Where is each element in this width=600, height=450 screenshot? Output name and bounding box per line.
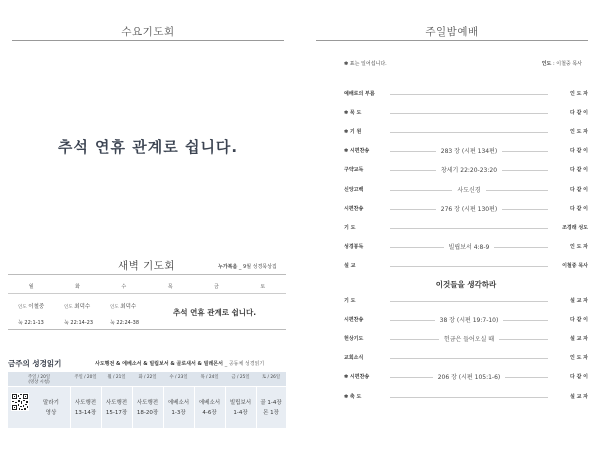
header-line: (영상 시청) — [28, 380, 50, 385]
service-item-leader: 인 도 자 — [570, 243, 588, 250]
service-item — [344, 392, 588, 402]
leader-label: 인도 — [541, 61, 552, 67]
divider — [8, 329, 286, 330]
service-item-name: 구약교독 — [344, 167, 364, 174]
service-item-leader: 다 같 이 — [570, 317, 588, 324]
service-item — [344, 372, 588, 382]
body-line: 1-3장 — [171, 410, 186, 416]
service-item — [344, 127, 588, 137]
service-item-name: 기 도 — [344, 224, 356, 231]
service-item-content-wrap — [390, 372, 548, 381]
service-item-content-wrap — [390, 334, 548, 343]
dotted-leader — [390, 132, 548, 133]
reading-column — [256, 372, 286, 428]
service-item-content: 283 장 (시편 134편) — [436, 148, 503, 155]
column-header: 수 / 23일 — [163, 372, 194, 387]
header-line: 주일 / 20일 — [27, 375, 51, 380]
dotted-leader — [390, 397, 548, 398]
service-item-content-wrap — [390, 315, 548, 324]
column-header: 월 / 21일 — [101, 372, 132, 387]
service-item-content: 빌립보서 4:8-9 — [444, 244, 495, 251]
dawn-book — [218, 263, 277, 270]
dawn-entry — [64, 302, 93, 326]
standing-note: ✽ 표는 일어섭니다. — [344, 61, 387, 67]
column-header: 주일 / 20일 — [70, 372, 101, 387]
service-item-name: 기 도 — [344, 298, 356, 304]
service-item-content-wrap — [390, 204, 548, 213]
body-line: 18-20장 — [136, 410, 159, 416]
body-line: 13-14장 — [74, 410, 97, 416]
service-item-leader: 다 같 이 — [570, 205, 588, 212]
right-panel — [304, 0, 600, 450]
dawn-prayer-title: 새벽 기도회 — [118, 260, 176, 272]
body-line: 사도행전 — [74, 400, 97, 406]
service-item — [344, 261, 588, 271]
body-line: 골 1-4장 — [260, 400, 282, 406]
column-header — [8, 372, 70, 387]
dawn-notice: 추석 연휴 관계로 쉽니다. — [173, 308, 257, 317]
service-item-name: ✽ 축 도 — [344, 393, 362, 400]
service-item — [344, 296, 588, 306]
service-item-leader: 설 교 자 — [570, 298, 588, 304]
dawn-book-suffix: _ 9월 성경묵상집 — [238, 264, 277, 270]
service-item — [344, 165, 588, 175]
body-line: 에베소서 — [167, 400, 190, 406]
leader-name: 최덕수 — [120, 304, 137, 310]
service-item-name: 신앙고백 — [344, 186, 364, 193]
sermon-title: 이것들을 생각하라 — [435, 280, 497, 289]
reading-column — [101, 372, 132, 428]
service-item-content-wrap — [390, 146, 548, 155]
service-item-leader: 이철중 목사 — [562, 262, 588, 269]
left-panel — [0, 0, 296, 450]
bible-subtitle-suffix: _ 공동체 성경읽기 — [224, 361, 265, 367]
dotted-leader — [390, 228, 548, 229]
service-item — [344, 146, 588, 156]
column-header: 화 / 22일 — [132, 372, 163, 387]
divider — [8, 274, 286, 275]
service-item-leader: 설 교 자 — [570, 393, 588, 400]
service-item-content: 38 장 (시편 19:7-10) — [435, 317, 504, 324]
qr-code-icon[interactable] — [11, 393, 29, 411]
body-line: 1-4장 — [233, 410, 248, 416]
column-body — [225, 387, 256, 418]
day-label: 수 — [121, 284, 127, 290]
qr-column — [8, 372, 70, 428]
service-item — [344, 185, 588, 195]
service-item-leader: 인 도 자 — [570, 355, 588, 362]
service-item-leader: 다 같 이 — [570, 167, 588, 174]
service-item-name: 성경봉독 — [344, 243, 364, 250]
bible-reading-subtitle — [95, 360, 264, 367]
service-item-leader: 다 같 이 — [570, 186, 588, 193]
service-item-leader: 다 같 이 — [570, 374, 588, 381]
service-item-content: 사도신경 — [452, 187, 485, 194]
leader-role: 인도 — [110, 305, 119, 310]
service-item-leader: 설 교 자 — [570, 336, 588, 343]
service-item — [344, 334, 588, 344]
leader-name: 최덕수 — [74, 304, 91, 310]
service-item — [344, 108, 588, 118]
service-item-content: 206 장 (시편 105:1-6) — [433, 374, 506, 381]
service-item — [344, 242, 588, 252]
service-item-leader: 다 같 이 — [570, 110, 588, 117]
dawn-entry — [110, 302, 139, 326]
scripture-ref: 눅 22:24-38 — [110, 320, 139, 326]
body-line: 15-17장 — [105, 410, 128, 416]
body-line: 4-6장 — [202, 410, 217, 416]
dotted-leader — [390, 113, 548, 114]
body-line: 사도행전 — [105, 400, 128, 406]
body-line: 에베소서 — [198, 400, 221, 406]
bible-reading-title: 금주의 성경읽기 — [8, 359, 62, 368]
reading-column — [163, 372, 194, 428]
divider — [12, 40, 284, 41]
service-item-content-wrap — [390, 165, 548, 174]
service-item-name: ✽ 시편찬송 — [344, 374, 370, 381]
service-item-name: 헌상기도 — [344, 336, 364, 343]
column-header: 토 / 26일 — [256, 372, 286, 387]
day-label: 목 — [167, 284, 173, 290]
service-item-name: 시편찬송 — [344, 317, 364, 324]
service-item-name: 교회소식 — [344, 355, 364, 362]
leader-role: 인도 — [64, 305, 73, 310]
dotted-leader — [390, 301, 548, 302]
service-item-name: ✽ 시편찬송 — [344, 148, 370, 155]
service-item-content: 헌금은 들어오실 때 — [439, 336, 499, 343]
column-body — [70, 387, 101, 418]
column-body — [256, 387, 286, 418]
column-body — [194, 387, 225, 418]
dotted-leader — [390, 266, 548, 267]
leader-name: 이철중 — [28, 304, 45, 310]
reading-column — [132, 372, 163, 428]
column-body — [132, 387, 163, 418]
service-leader — [542, 60, 582, 67]
reading-column — [225, 372, 256, 428]
service-item-name: 시편찬송 — [344, 205, 364, 212]
service-item — [344, 353, 588, 363]
column-body — [101, 387, 132, 418]
leader-name: : 이철중 목사 — [551, 61, 582, 67]
column-body — [163, 387, 194, 418]
service-item-name: ✽ 묵 도 — [344, 110, 362, 117]
column-header: 금 / 25일 — [225, 372, 256, 387]
divider — [8, 293, 286, 294]
dotted-leader — [390, 94, 548, 95]
service-item-leader: 인 도 자 — [570, 91, 588, 97]
body-line: 몬 1장 — [263, 410, 279, 416]
service-item-content: 창세기 22:20-23:20 — [436, 167, 502, 174]
body-line: 빌립보서 — [229, 400, 252, 406]
service-item — [344, 315, 588, 325]
body-line: 사도행전 — [136, 400, 159, 406]
service-item — [344, 89, 588, 99]
service-item-leader: 다 같 이 — [570, 148, 588, 155]
day-label: 금 — [214, 284, 219, 290]
service-item-content-wrap — [390, 185, 548, 194]
leader-role: 인도 — [18, 305, 27, 310]
service-item-content: 276 장 (시편 130편) — [436, 206, 503, 213]
reading-column — [70, 372, 101, 428]
column-header: 목 / 24일 — [194, 372, 225, 387]
dawn-entry — [18, 302, 44, 326]
body-line: 영상 — [45, 410, 57, 416]
sunday-evening-title: 주일밤예배 — [425, 26, 479, 38]
service-item — [344, 204, 588, 214]
bible-books: 사도행전 & 에베소서 & 빌립보서 & 골로새서 & 빌레몬서 — [95, 361, 223, 367]
divider — [316, 40, 588, 41]
scripture-ref: 눅 22:14-23 — [64, 320, 93, 326]
bible-reading-table — [8, 372, 286, 428]
day-label: 월 — [28, 284, 34, 290]
dawn-days-header — [8, 283, 286, 290]
service-item-leader: 인 도 자 — [570, 129, 588, 136]
day-label: 화 — [75, 284, 80, 290]
wednesday-notice: 추석 연휴 관계로 쉽니다. — [57, 138, 239, 156]
body-line: 말라기 — [43, 400, 59, 406]
wednesday-title: 수요기도회 — [121, 26, 175, 38]
reading-column — [194, 372, 225, 428]
service-item-content-wrap — [390, 242, 548, 251]
scripture-ref: 눅 22:1-13 — [18, 320, 44, 326]
dotted-leader — [390, 358, 548, 359]
service-item-name: ✽ 기 원 — [344, 129, 362, 136]
service-item-leader: 조경래 성도 — [562, 224, 588, 231]
service-item-name: 설 교 — [344, 262, 356, 269]
service-item-name: 예배로의 부름 — [344, 91, 375, 97]
service-item — [344, 223, 588, 233]
dawn-book-label: 누가복음 — [218, 264, 238, 270]
day-label: 토 — [260, 284, 266, 290]
